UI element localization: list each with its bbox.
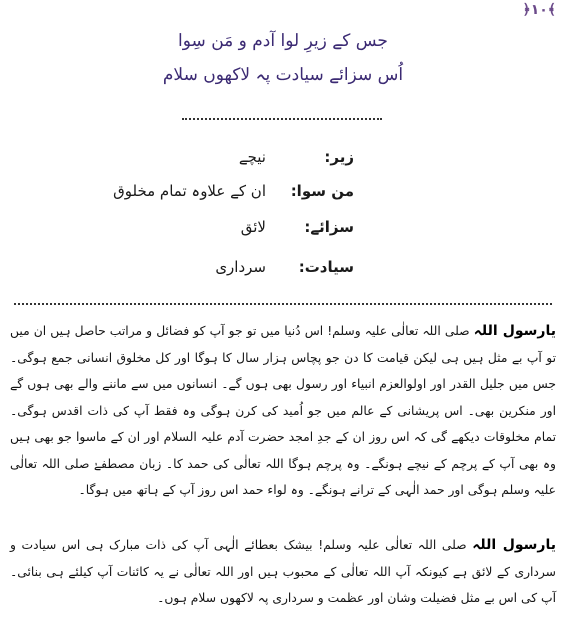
dotted-divider-long: [14, 303, 552, 305]
glossary-row: [0, 258, 566, 286]
glossary-row: [0, 218, 566, 246]
paragraph-lead: یارسول اللہ: [473, 323, 556, 339]
glossary-term: سیادت:: [298, 258, 354, 276]
paragraph-2: [10, 532, 556, 612]
dotted-divider-short: [182, 118, 382, 120]
paragraph-text: صلی اللہ تعالٰی علیہ وسلم! بیشک بعطائے الٰہی آپ کی ذات مبارک ہی اس سیادت و سرداری کے لائق ہے کیونکہ آپ اللہ تعالٰی کے محبوب ہیں اور اللہ تعالٰی نے یہ کائنات آپ کیلئے ہی بنائی۔ آپ کی اس بے مثل فضیلت وشان اور عظمت و سرداری پہ لاکھوں سلام ہوں۔: [10, 538, 556, 605]
glossary-term: من سوا:: [290, 182, 354, 200]
glossary-row: [0, 182, 566, 210]
glossary-row: [0, 148, 566, 176]
paragraph-1: [10, 318, 556, 504]
verse-line-1: جس کے زیرِ لوا آدم و مَن سِوا: [178, 31, 388, 51]
glossary-meaning: سرداری: [215, 258, 266, 276]
verse-line-2: اُس سزائے سیادت پہ لاکھوں سلام: [162, 65, 404, 85]
glossary-meaning: لائق: [240, 218, 266, 236]
paragraph-lead: یارسول اللہ: [472, 537, 556, 553]
page-number: ﴿۱۰﴾: [522, 2, 556, 18]
glossary-term: زیر:: [324, 148, 354, 166]
glossary-meaning: ان کے علاوہ تمام مخلوق: [113, 182, 266, 200]
glossary-meaning: نیچے: [238, 148, 266, 166]
paragraph-text: صلی اللہ تعالٰی علیہ وسلم! اس دُنیا میں تو جو آپ کو فضائل و مراتب حاصل ہیں ان میں تو آپ بے مثل ہیں ہی لیکن قیامت کا دن جو پچاس ہزار سال کا ہوگا اور کل مخلوق انسانی جمع ہوگی۔ جس میں جلیل القدر اور اولوالعزم انبیاء اور رسول بھی ہوں گے۔ انسانوں میں سے ماننے والے بھی ہوں گے اور منکرین بھی۔ اس پریشانی کے عالم میں جو اُمید کی کرن ہوگی وہ فقط آپ کی ذات اقدس ہوگی۔ تمام مخلوقات دیکھے گی کہ اس روز ان کے جدِ امجد حضرت آدم علیہ السلام اور ان کے ماسوا جو بھی ہیں وہ بھی آپ کے پرچم کے نیچے ہونگے۔ وہ پرچم ہوگا اللہ تعالٰی کی حمد کا۔ زبان مصطفےٰ صلی اللہ تعالٰی علیہ وسلم ہوگی اور حمد الٰہی کے ترانے ہونگے۔ وہ لواء حمد اس روز آپ کے ہاتھ میں ہوگا۔: [10, 324, 556, 497]
glossary-term: سزائے:: [304, 218, 354, 236]
